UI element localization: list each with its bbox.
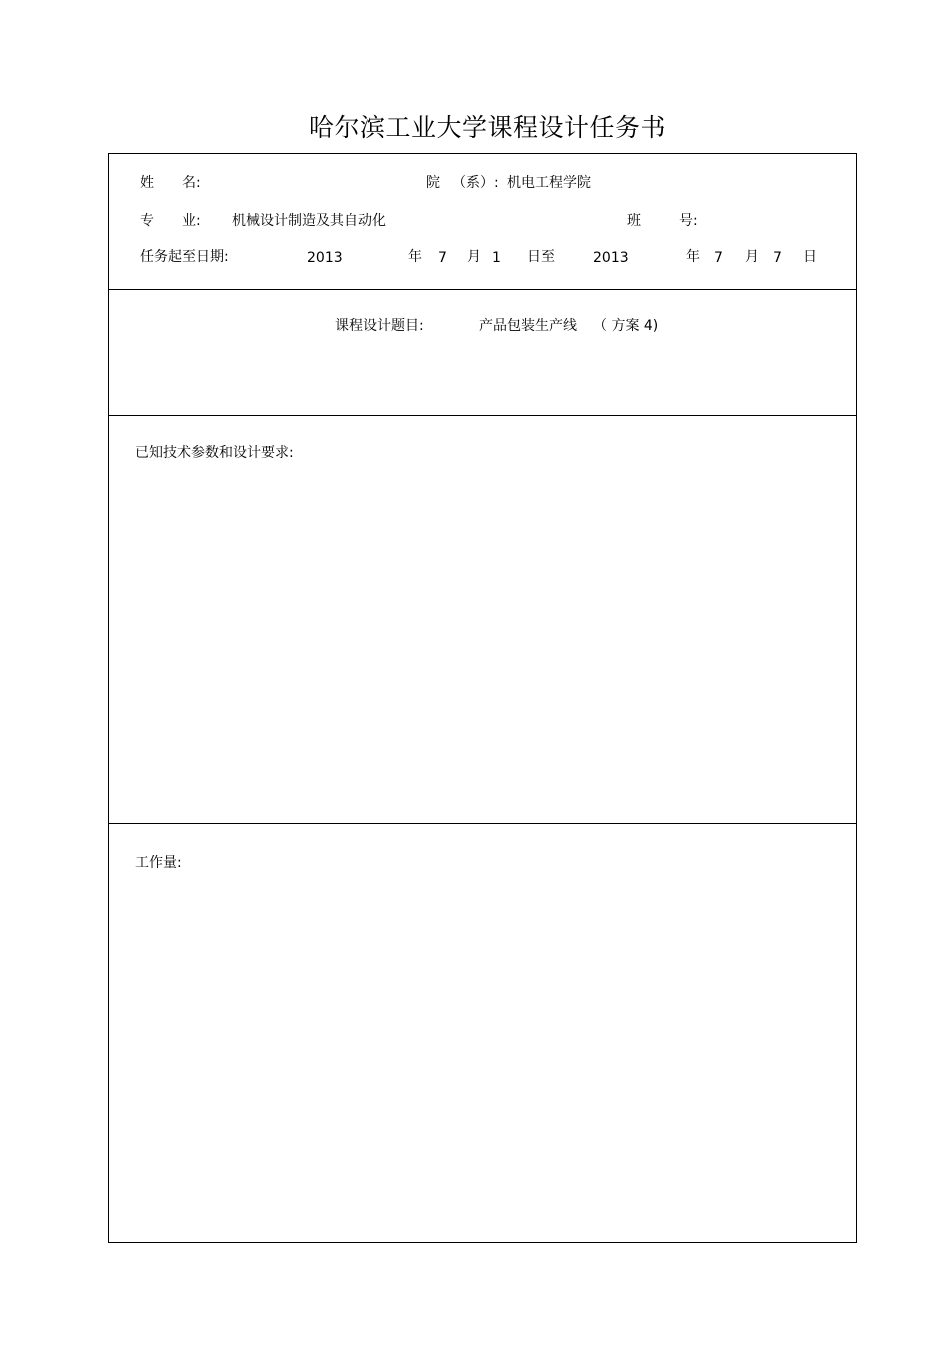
start-month: 7 [438, 250, 447, 266]
major-value: 机械设计制造及其自动化 [232, 213, 386, 229]
class-label-1: 班 [627, 213, 641, 229]
dept-label-2: （系）: [452, 175, 499, 191]
divider-1 [109, 289, 856, 290]
task-form [108, 153, 857, 1243]
end-month: 7 [714, 250, 723, 266]
divider-3 [109, 823, 856, 824]
end-day: 7 [773, 250, 782, 266]
dept-value: 机电工程学院 [507, 175, 591, 191]
major-label-2: 业: [182, 213, 201, 229]
workload-label: 工作量: [135, 855, 182, 871]
end-year-char: 年 [686, 249, 700, 265]
page-title: 哈尔滨工业大学课程设计任务书 [308, 113, 666, 142]
end-month-char: 月 [745, 249, 759, 265]
end-year: 2013 [593, 250, 629, 266]
dept-label-1: 院 [426, 175, 440, 191]
topic-value: 产品包装生产线 [479, 318, 577, 334]
requirements-label: 已知技术参数和设计要求: [135, 445, 294, 461]
to-text: 日至 [527, 249, 555, 265]
start-day: 1 [492, 250, 501, 266]
topic-label: 课程设计题目: [335, 318, 424, 334]
major-label-1: 专 [140, 213, 154, 229]
end-day-char: 日 [803, 249, 817, 265]
divider-2 [109, 415, 856, 416]
start-month-char: 月 [467, 249, 481, 265]
class-label-2: 号: [679, 213, 698, 229]
name-label-2: 名: [182, 175, 201, 191]
period-label: 任务起至日期: [140, 249, 229, 265]
start-year: 2013 [307, 250, 343, 266]
name-label-1: 姓 [140, 175, 154, 191]
start-year-char: 年 [408, 249, 422, 265]
topic-plan: （ 方案 4) [593, 318, 659, 334]
